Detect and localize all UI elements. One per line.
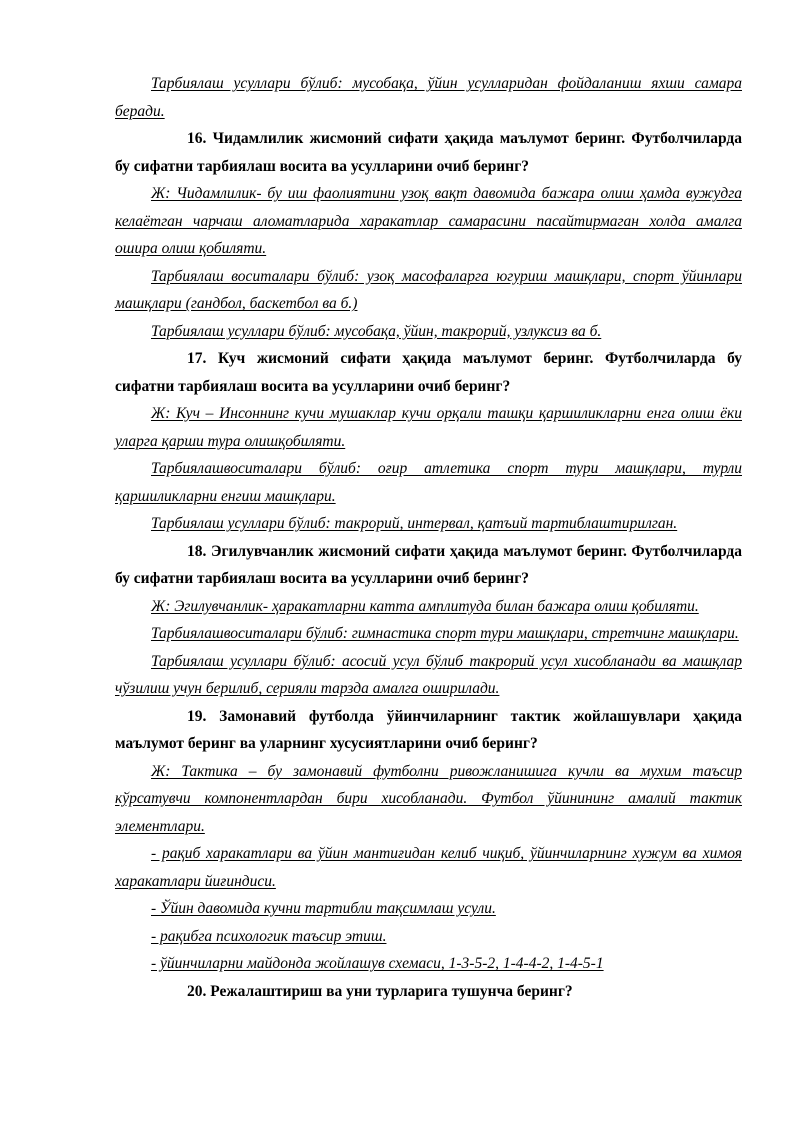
answer-paragraph [115,840,742,895]
question-number: 17. [187,350,207,367]
question-text: Эгилувчанлик жисмоний сифати ҳақида маълумот беринг. Футболчиларда бу сифатни тарбиялаш восита ва усулларини очиб беринг? [115,542,743,587]
answer-paragraph [115,758,742,841]
question-text: Замонавий футболда ўйинчиларнинг тактик жойлашувлари ҳақида маълумот беринг ва уларнинг хусусиятларини очиб беринг? [115,707,742,752]
answer-text: Тарбиялаш усуллари бўлиб: мусобақа, ўйин, такрорий, узлуксиз ва б. [151,322,602,340]
answer-text: Ж: Куч – Инсоннинг кучи мушаклар кучи орқали ташқи қаршиликларни енга олиш ёки уларга қарши тура олишқобиляти. [115,405,742,450]
answer-text: Ж: Тактика – бу замонавий футболни ривожланишига кучли ва мухим таъсир кўрсатувчи компонентлардан бири хисобланади. Футбол ўйинининг амалий тактик элементлари. [115,762,742,835]
answer-text: Ж: Чидамлилик- бу иш фаолиятини узоқ вақт давомида бажара олиш ҳамда вужудга келаётган чарчаш аломатларида харакатлар самарасини пасайтирмаган холда амалга ошира олиш қобиляти. [115,185,742,257]
answer-paragraph [115,620,742,648]
answer-text: Тарбиялаш усуллари бўлиб: такрорий, интервал, қатъий тартиблаштирилган. [151,515,678,532]
question-text: Режалаштириш ва уни турларига тушунча беринг? [210,982,573,1000]
question-number: 20. [187,982,207,1000]
document-body [115,70,742,1005]
answer-paragraph [115,318,742,346]
answer-paragraph [115,648,742,703]
answer-paragraph [115,455,742,510]
answer-text: - рақиб харакатлари ва ўйин мантиғидан келиб чиқиб, ўйинчиларнинг хужум ва химоя харакатлари йиғиндиси. [115,845,742,890]
answer-paragraph [115,263,742,318]
question-17 [115,345,742,400]
question-18 [115,538,742,593]
answer-text: - рақибга психологик таъсир этиш. [151,927,387,945]
answer-text: Ж: Эгилувчанлик- ҳаракатларни катта амплитуда билан бажара олиш қобиляти. [151,597,699,615]
answer-paragraph [115,923,742,951]
question-text: Куч жисмоний сифати ҳақида маълумот беринг. Футболчиларда бу сифатни тарбиялаш восита ва усулларини очиб беринг? [115,350,743,395]
question-number: 19. [187,707,207,725]
answer-text: Тарбиялашвоситалари бўлиб: гимнастика спорт тури машқлари, стретчинг машқлари. [151,625,739,642]
question-text: Чидамлилик жисмоний сифати ҳақида маълумот беринг. Футболчиларда бу сифатни тарбиялаш восита ва усулларини очиб беринг? [115,130,743,175]
answer-paragraph [115,510,742,538]
question-19 [115,703,742,758]
answer-paragraph [115,950,742,978]
answer-text: Тарбиялаш воситалари бўлиб: узоқ масофаларга югуриш машқлари, спорт ўйинлари машқлари (гандбол, баскетбол ва б.) [115,267,742,312]
answer-text: - ўйинчиларни майдонда жойлашув схемаси, 1-3-5-2, 1-4-4-2, 1-4-5-1 [151,955,604,972]
answer-paragraph [115,895,742,923]
answer-paragraph [115,593,742,621]
answer-text: Тарбиялашвоситалари бўлиб: оғир атлетика спорт тури машқлари, турли қаршиликларни енгиш машқлари. [115,460,742,505]
answer-paragraph [115,180,742,263]
question-20 [115,978,742,1006]
answer-text: Тарбиялаш усуллари бўлиб: мусобақа, ўйин усулларидан фойдаланиш яхши самара беради. [115,75,742,120]
question-number: 18. [187,542,207,560]
answer-text: - Ўйин давомида кучни тартибли тақсимлаш усули. [151,900,496,917]
answer-paragraph [115,400,742,455]
answer-text: Тарбиялаш усуллари бўлиб: асосий усул бўлиб такрорий усул хисобланади ва машқлар чўзилиш учун берилиб, серияли тарзда амалга оширилади. [115,652,742,697]
answer-paragraph [115,70,742,125]
question-16 [115,125,742,180]
question-number: 16. [187,130,207,147]
